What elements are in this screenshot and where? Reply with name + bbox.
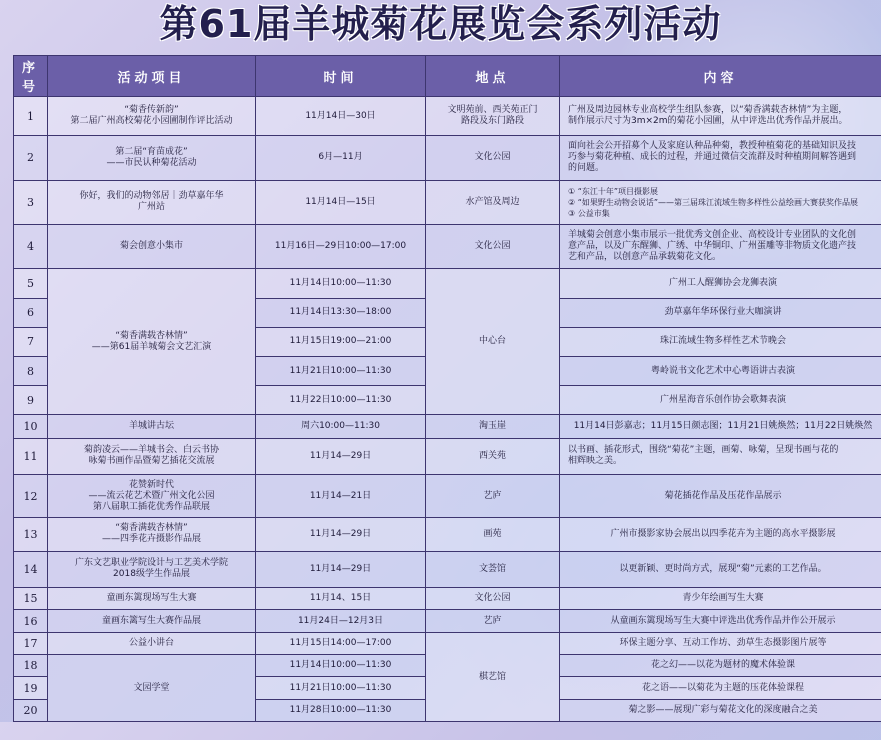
row-place-merged: 中心台 bbox=[426, 269, 560, 415]
table-row bbox=[14, 587, 881, 609]
row-content: 青少年绘画写生大赛 bbox=[560, 587, 881, 609]
row-time: 11月14、15日 bbox=[256, 587, 426, 609]
row-item: 第二届“育苗成花” ——市民认种菊花活动 bbox=[48, 136, 256, 180]
row-place: 文荟馆 bbox=[426, 551, 560, 587]
header-no: 序号 bbox=[14, 56, 48, 97]
table-header-row bbox=[14, 56, 881, 97]
row-no: 10 bbox=[14, 415, 48, 438]
row-time: 11月24日—12月3日 bbox=[256, 609, 426, 632]
row-item: 公益小讲台 bbox=[48, 633, 256, 655]
row-item: 羊城讲古坛 bbox=[48, 415, 256, 438]
table-row bbox=[14, 609, 881, 632]
row-no: 19 bbox=[14, 677, 48, 699]
row-time: 11月15日19:00—21:00 bbox=[256, 327, 426, 356]
row-place: 文化公园 bbox=[426, 225, 560, 269]
activity-schedule-table bbox=[13, 55, 881, 722]
row-content: 珠江流域生物多样性艺术节晚会 bbox=[560, 327, 881, 356]
row-content: 花之语——以菊花为主题的压花体验课程 bbox=[560, 677, 881, 699]
row-content: 粤岭说书文化艺术中心粤语讲古表演 bbox=[560, 357, 881, 386]
row-time: 11月16日—29日10:00—17:00 bbox=[256, 225, 426, 269]
table-row bbox=[14, 415, 881, 438]
row-item: 童画东篱写生大赛作品展 bbox=[48, 609, 256, 632]
page-title: 第61届羊城菊花展览会系列活动 bbox=[0, 0, 881, 50]
row-place: 文化公园 bbox=[426, 587, 560, 609]
row-place-merged: 棋艺馆 bbox=[426, 633, 560, 722]
row-content: 以更新颖、更时尚方式，展现“菊”元素的工艺作品。 bbox=[560, 551, 881, 587]
header-content: 内容 bbox=[560, 56, 881, 97]
row-place: 画苑 bbox=[426, 518, 560, 551]
row-no: 4 bbox=[14, 225, 48, 269]
row-content: 广州工人醒狮协会龙狮表演 bbox=[560, 269, 881, 298]
row-item: “菊香传新韵” 第二届广州高校菊花小园圃制作评比活动 bbox=[48, 97, 256, 136]
row-item: 花赞新时代 ——流云花艺术暨广州文化公园 第八届职工插花优秀作品联展 bbox=[48, 474, 256, 517]
row-time: 11月14—29日 bbox=[256, 551, 426, 587]
row-place: 水产馆及周边 bbox=[426, 180, 560, 224]
row-no: 7 bbox=[14, 327, 48, 356]
row-time: 11月21日10:00—11:30 bbox=[256, 677, 426, 699]
row-content: 环保主题分享、互动工作坊、劲草生态摄影图片展等 bbox=[560, 633, 881, 655]
row-time: 6月—11月 bbox=[256, 136, 426, 180]
row-content: 菊之影——展现广彩与菊花文化的深度融合之美 bbox=[560, 699, 881, 721]
row-no: 5 bbox=[14, 269, 48, 298]
row-time: 周六10:00—11:30 bbox=[256, 415, 426, 438]
row-no: 11 bbox=[14, 438, 48, 474]
row-no: 6 bbox=[14, 298, 48, 327]
row-item: 你好，我们的动物邻居｜劲草嘉年华 广州站 bbox=[48, 180, 256, 224]
header-item: 活动项目 bbox=[48, 56, 256, 97]
row-no: 8 bbox=[14, 357, 48, 386]
row-time: 11月14—29日 bbox=[256, 438, 426, 474]
row-time: 11月21日10:00—11:30 bbox=[256, 357, 426, 386]
row-item-merged: 文园学堂 bbox=[48, 655, 256, 722]
table-row bbox=[14, 225, 881, 269]
table-row bbox=[14, 136, 881, 180]
table-row bbox=[14, 551, 881, 587]
row-place: 文明苑前、西关苑正门 路段及东门路段 bbox=[426, 97, 560, 136]
row-no: 20 bbox=[14, 699, 48, 721]
row-no: 18 bbox=[14, 655, 48, 677]
row-no: 13 bbox=[14, 518, 48, 551]
row-no: 9 bbox=[14, 386, 48, 415]
row-time: 11月14日10:00—11:30 bbox=[256, 655, 426, 677]
row-item: 菊会创意小集市 bbox=[48, 225, 256, 269]
row-place: 西关苑 bbox=[426, 438, 560, 474]
row-item: 菊韵凌云——羊城书会、白云书协 咏菊书画作品暨菊艺插花交流展 bbox=[48, 438, 256, 474]
table-row bbox=[14, 518, 881, 551]
header-time: 时间 bbox=[256, 56, 426, 97]
row-place: 文化公园 bbox=[426, 136, 560, 180]
row-time: 11月14—21日 bbox=[256, 474, 426, 517]
row-time: 11月14日—15日 bbox=[256, 180, 426, 224]
row-content: 11月14日彭嘉志；11月15日颜志图；11月21日姚焕然；11月22日姚焕然 bbox=[560, 415, 881, 438]
row-no: 12 bbox=[14, 474, 48, 517]
row-no: 1 bbox=[14, 97, 48, 136]
row-place: 淘玉崖 bbox=[426, 415, 560, 438]
table-row bbox=[14, 633, 881, 655]
row-content: 花之幻——以花为题材的魔术体验课 bbox=[560, 655, 881, 677]
row-no: 3 bbox=[14, 180, 48, 224]
row-content: 以书画、插花形式，围绕“菊花”主题，画菊、咏菊，呈现书画与花的 相辉映之美。 bbox=[560, 438, 881, 474]
row-place: 艺庐 bbox=[426, 609, 560, 632]
row-item: 广东文艺职业学院设计与工艺美术学院 2018级学生作品展 bbox=[48, 551, 256, 587]
table-row bbox=[14, 474, 881, 517]
row-time: 11月22日10:00—11:30 bbox=[256, 386, 426, 415]
row-content: 广州及周边园林专业高校学生组队参赛，以“菊香满载杏林情”为主题， 制作展示尺寸为3m×2m的菊花小园圃，从中评选出优秀作品并展出。 bbox=[560, 97, 881, 136]
row-no: 2 bbox=[14, 136, 48, 180]
row-content: 从童画东篱现场写生大赛中评选出优秀作品并作公开展示 bbox=[560, 609, 881, 632]
row-no: 15 bbox=[14, 587, 48, 609]
row-no: 17 bbox=[14, 633, 48, 655]
table-row bbox=[14, 269, 881, 298]
table-row bbox=[14, 180, 881, 224]
row-time: 11月14日10:00—11:30 bbox=[256, 269, 426, 298]
header-place: 地点 bbox=[426, 56, 560, 97]
row-item: 童画东篱现场写生大赛 bbox=[48, 587, 256, 609]
row-no: 14 bbox=[14, 551, 48, 587]
row-content: 劲草嘉年华环保行业大咖演讲 bbox=[560, 298, 881, 327]
row-time: 11月14—29日 bbox=[256, 518, 426, 551]
row-content: 菊花插花作品及压花作品展示 bbox=[560, 474, 881, 517]
row-content: 广州星海音乐创作协会歌舞表演 bbox=[560, 386, 881, 415]
row-time: 11月15日14:00—17:00 bbox=[256, 633, 426, 655]
row-no: 16 bbox=[14, 609, 48, 632]
row-content: 广州市摄影家协会展出以四季花卉为主题的高水平摄影展 bbox=[560, 518, 881, 551]
row-item: “菊香满载杏林情” ——四季花卉摄影作品展 bbox=[48, 518, 256, 551]
row-content: 羊城菊会创意小集市展示一批优秀文创企业、高校设计专业团队的文化创 意产品，以及广东醒狮、广绣、中华铜印、广州蛋雕等非物质文化遗产技 艺和产品，以创意产品承载菊花文化。 bbox=[560, 225, 881, 269]
row-content: 面向社会公开招募个人及家庭认种品种菊，教授种植菊花的基础知识及技 巧参与菊花种植、成长的过程，并通过微信交流群及时种植期间解答遇到 的问题。 bbox=[560, 136, 881, 180]
row-time: 11月28日10:00—11:30 bbox=[256, 699, 426, 721]
row-time: 11月14日13:30—18:00 bbox=[256, 298, 426, 327]
row-item-merged: “菊香满载杏林情” ——第61届羊城菊会文艺汇演 bbox=[48, 269, 256, 415]
table-row bbox=[14, 97, 881, 136]
row-place: 艺庐 bbox=[426, 474, 560, 517]
table-row bbox=[14, 438, 881, 474]
row-time: 11月14日—30日 bbox=[256, 97, 426, 136]
row-content: ① “东江十年”项目摄影展 ② “如果野生动物会说话”——第三届珠江流域生物多样性公益绘画大赛获奖作品展 ③ 公益市集 bbox=[560, 180, 881, 224]
